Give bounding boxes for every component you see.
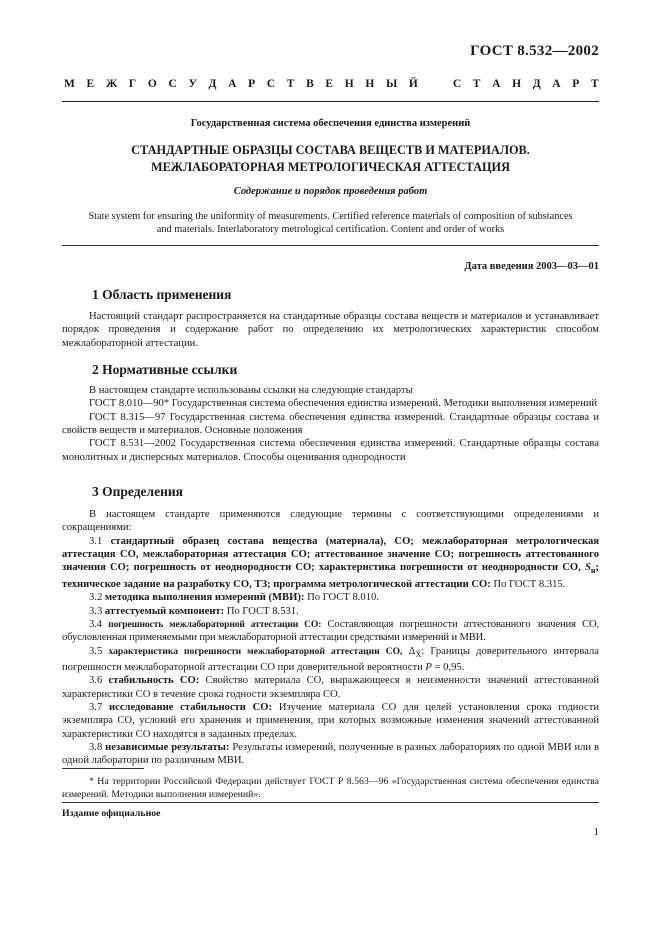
footnote-rule (62, 768, 144, 769)
footnote-text: * На территории Российской Федерации действует ГОСТ Р 8.563—96 «Государственная система обеспечения единства измерений. Методики выполнения измерений». (62, 776, 599, 800)
banner-letter: О (147, 78, 157, 90)
definition-term: методика выполнения измерений (МВИ): (104, 592, 305, 604)
english-title-line-1: State system for ensuring the uniformity of measurements. Certified reference materials of composition of substances (88, 211, 573, 222)
section-3-heading: 3 Определения (92, 484, 183, 499)
subtitle: Содержание и порядок проведения работ (233, 186, 428, 197)
section-3-intro: В настоящем стандарте применяются следующие термины с соответствующими определениями и сокращениями: (62, 509, 599, 534)
banner-letter: Н (344, 78, 354, 90)
banner-letter: С (452, 78, 462, 90)
banner-letter: Ж (105, 78, 118, 90)
banner-letter: Т (472, 78, 481, 90)
main-title-line-1: СТАНДАРТНЫЕ ОБРАЗЦЫ СОСТАВА ВЕЩЕСТВ И МАТЕРИАЛОВ. (131, 143, 530, 157)
page-number: 1 (593, 826, 599, 838)
banner-letter: Н (512, 78, 522, 90)
reference-item: ГОСТ 8.315—97 Государственная система обеспечения единства измерений. Стандартные образцы состава и свойств веществ и материалов. Основные положения (62, 411, 599, 437)
definition-3-4: 3.4 погрешность межлабораторной аттестации СО: Составляющая погрешности аттестованного значения СО, обусловленная применяемыми при межлабораторной аттестации средствами измерений и МВИ. (62, 618, 599, 644)
symbol-delta-x: $\Delta_{X̄}$ (408, 645, 422, 659)
definition-3-7: 3.7 исследование стабильности СО: Изучение материала СО для целей установления срока годности экземпляра СО, условий его хранения и применения, при которых возможные изменения значений аттестованной характеристики СО находятся в заданных пределах. (62, 702, 599, 740)
banner-letter: Д (532, 78, 541, 90)
definition-term: стабильность СО: (108, 675, 200, 687)
banner-letter: Е (86, 78, 95, 90)
system-title: Государственная система обеспечения единства измерений (190, 118, 471, 129)
banner-letter: У (188, 78, 197, 90)
section-2-intro: В настоящем стандарте использованы ссылки на следующие стандарты (89, 385, 413, 396)
banner-letter: Ы (385, 78, 398, 90)
banner-letter: С (168, 78, 177, 90)
symbol-s-n: $S_н$ (584, 562, 596, 576)
reference-item: ГОСТ 8.531—2002 Государственная система обеспечения единства измерений. Стандартные образцы состава монолитных и дисперсных материалов. Способы оценивания однородности (62, 438, 599, 463)
definition-3-1: 3.1 стандартный образец состава вещества (материала), СО; межлабораторная метрологическая аттестация СО, межлабораторная аттестация СО; аттестованное значение СО; погрешность аттестованного значения СО; погрешность от неоднородности СО; характеристика погрешности от неоднородности СО, $S_н$; техническое задание на разработку СО, ТЗ; программа метрологической аттестации СО: По ГОСТ 8.315. (62, 535, 599, 590)
banner-letter: Д (208, 78, 217, 90)
english-title (62, 210, 599, 236)
definition-3-3: 3.3 аттестуемый компонент: По ГОСТ 8.531. (89, 605, 299, 617)
official-edition-label: Издание официальное (62, 808, 161, 819)
definition-3-5: 3.5 характеристика погрешности межлабораторной аттестации СО, $\Delta_{X̄}$: Границы доверительного интервала погрешности межлабораторной аттестации СО при доверительной вероятности P = 0,95. (62, 645, 599, 673)
banner-letter: Т (590, 78, 599, 90)
interstate-standard-banner (64, 78, 599, 90)
banner-letter: М (64, 78, 75, 90)
banner-letter: Н (365, 78, 375, 90)
definition-3-2: 3.2 методика выполнения измерений (МВИ): По ГОСТ 8.010. (89, 592, 379, 604)
footer-rule (62, 802, 599, 803)
main-title (62, 142, 599, 176)
banner-letter: А (228, 78, 237, 90)
banner-letter: С (266, 78, 276, 90)
header-rule (62, 101, 599, 102)
footnote (62, 775, 599, 801)
section-1-paragraph: Настоящий стандарт распространяется на стандартные образцы состава веществ и материалов и устанавливает порядок проведения и содержание работ по определению их метрологических характеристик способом межлабораторной аттестации. (62, 311, 599, 349)
definition-3-6: 3.6 стабильность СО: Свойство материала СО, выражающееся в неизменности значений аттестованной характеристики СО в течение срока годности экземпляра СО. (62, 675, 599, 700)
banner-letter: А (492, 78, 501, 90)
definition-term: исследование стабильности СО: (109, 702, 273, 714)
section-3-body (62, 508, 599, 768)
definition-term: погрешность межлабораторной аттестации СО: (108, 618, 322, 630)
banner-letter: Г (128, 78, 137, 90)
english-title-line-2: and materials. Interlaboratory metrological certification. Content and order of works (156, 224, 505, 235)
banner-letter: Й (408, 78, 418, 90)
banner-letter: Р (248, 78, 256, 90)
definition-term: независимые результаты: (105, 742, 230, 754)
main-title-line-2: МЕЖЛАБОРАТОРНАЯ МЕТРОЛОГИЧЕСКАЯ АТТЕСТАЦИЯ (150, 160, 511, 174)
section-2-heading: 2 Нормативные ссылки (92, 362, 238, 377)
banner-letter: В (306, 78, 314, 90)
definition-term: стандартный образец состава вещества (материала), СО; межлабораторная метрологическая аттестация СО, межлабораторная аттестация СО; аттестованное значение СО; погрешность аттестованного значения СО; погрешность от неоднородности СО; характеристика погрешности от неоднородности СО, (62, 535, 599, 574)
definition-term: характеристика погрешности межлабораторной аттестации СО, (108, 645, 403, 657)
reference-item: ГОСТ 8.010—90* Государственная система обеспечения единства измерений. Методики выполнения измерений (89, 398, 598, 410)
section-1-heading: 1 Область применения (92, 287, 232, 302)
section-1-body (62, 310, 599, 350)
title-rule (62, 245, 599, 246)
banner-letter: Е (325, 78, 334, 90)
definition-term: аттестуемый компонент: (104, 605, 225, 617)
banner-letter: Р (572, 78, 580, 90)
definition-3-8: 3.8 независимые результаты: Результаты измерений, полученные в разных лабораториях по одной МВИ или в одной лаборатории по различным МВИ. (62, 742, 599, 767)
banner-letter: А (552, 78, 561, 90)
standard-code: ГОСТ 8.532—2002 (470, 43, 599, 59)
introduction-date: Дата введения 2003—03—01 (464, 261, 599, 272)
banner-letter: Т (286, 78, 295, 90)
section-2-body (62, 384, 599, 464)
